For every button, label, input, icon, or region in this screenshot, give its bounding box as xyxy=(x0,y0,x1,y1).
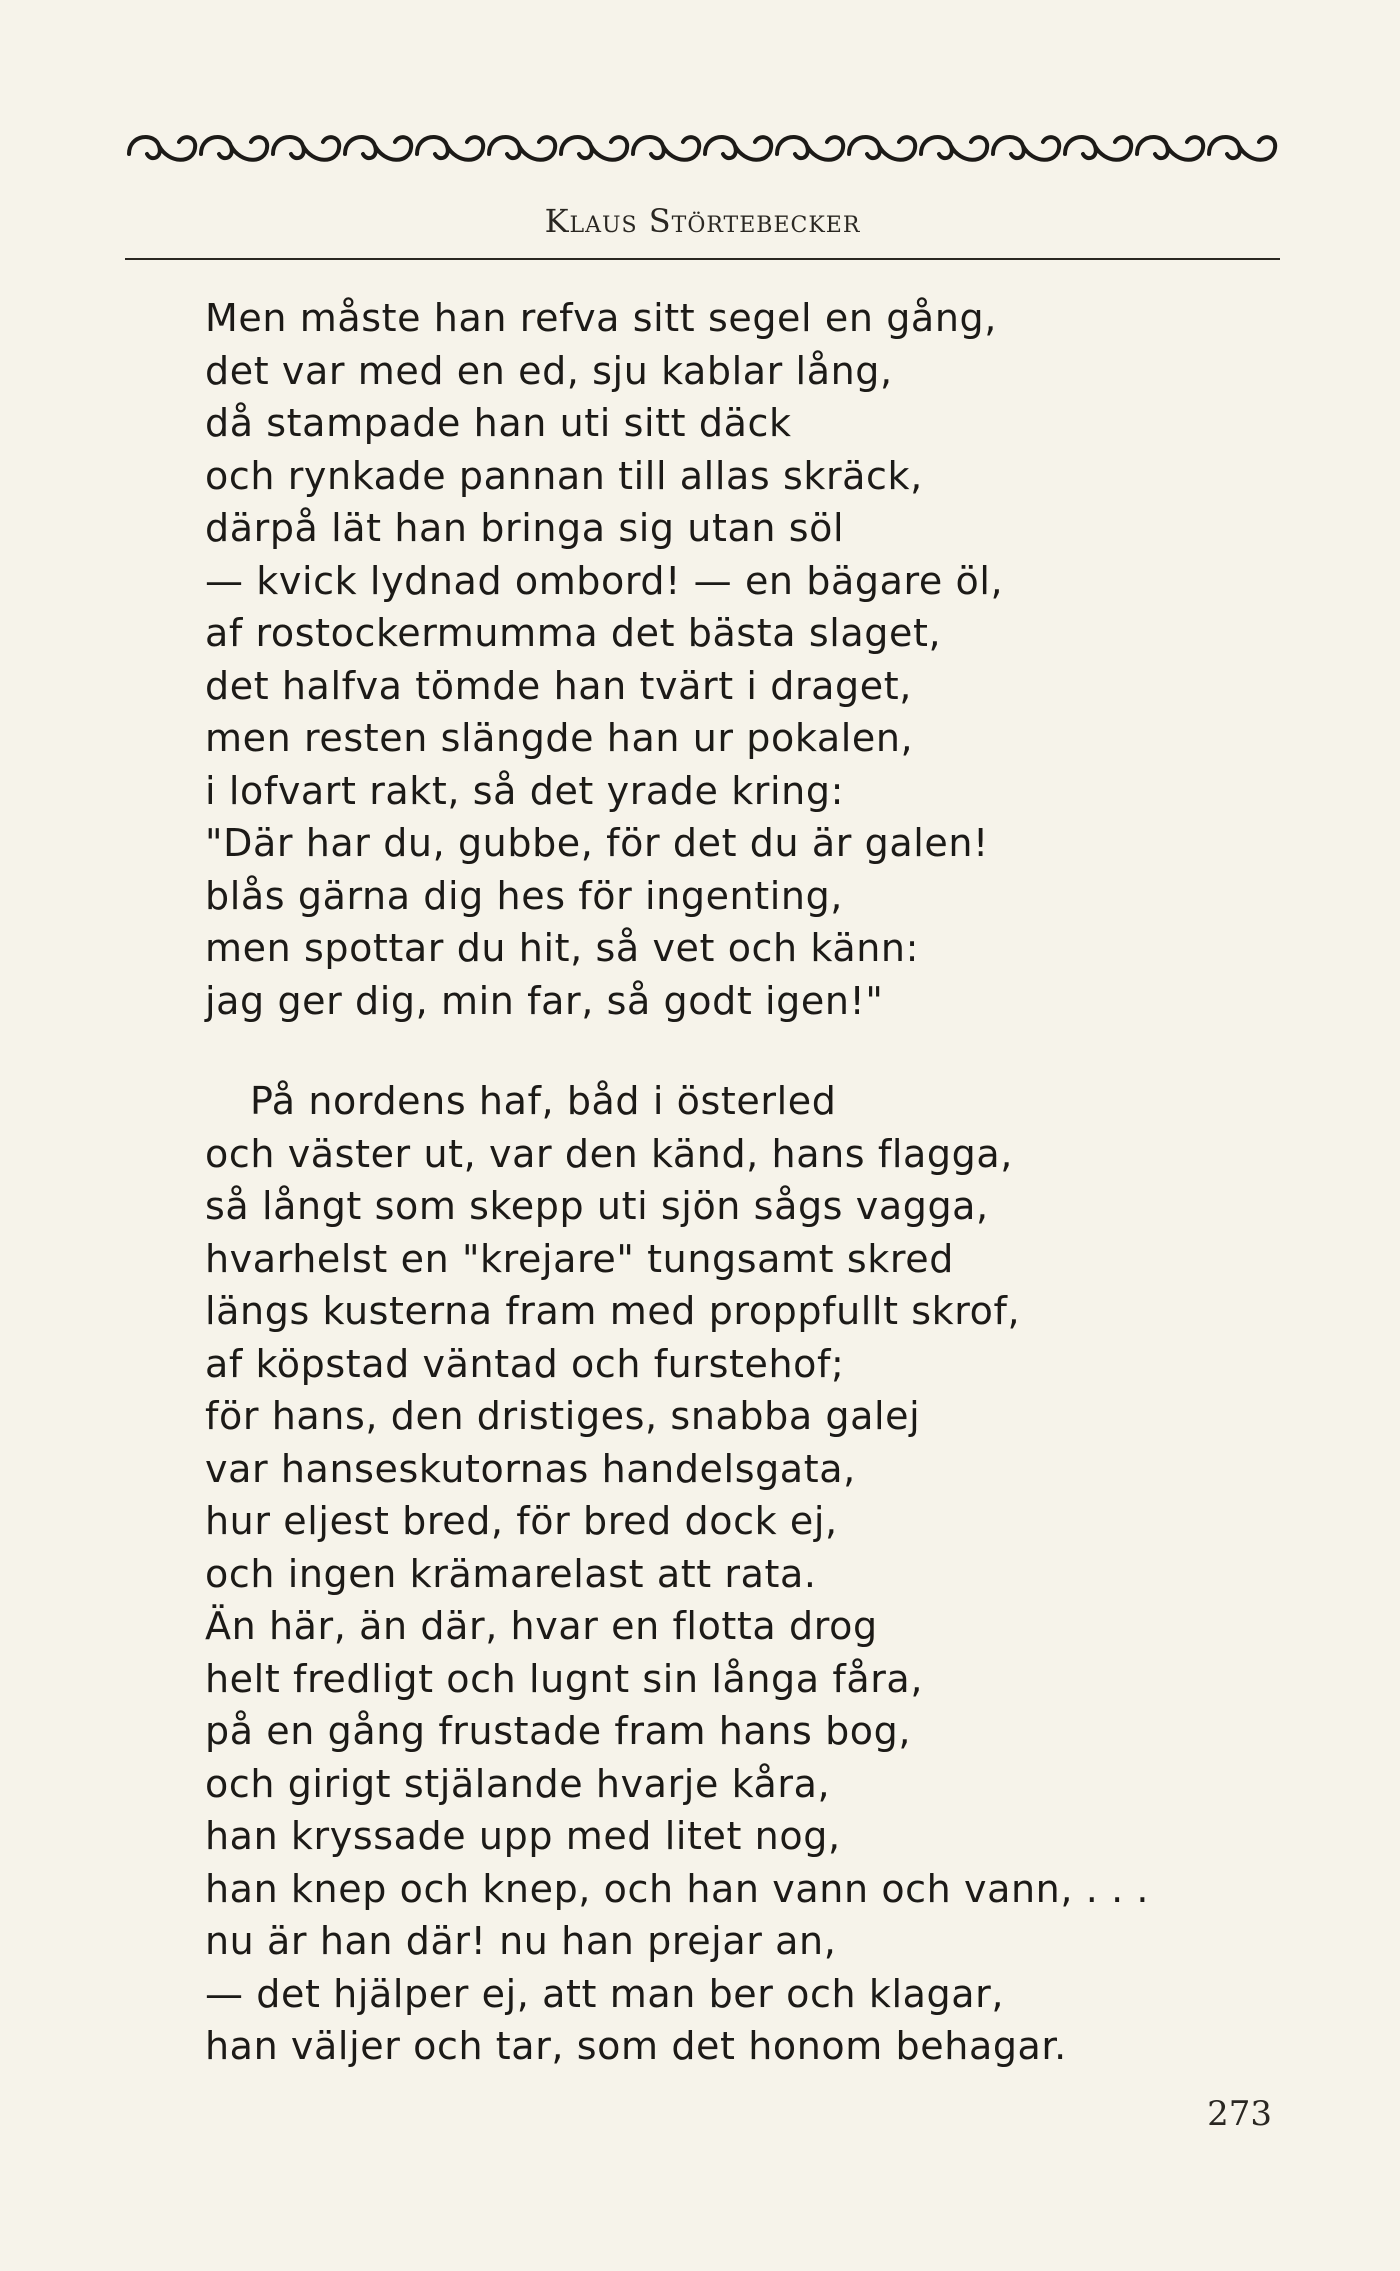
verse-line: var hanseskutornas handelsgata, xyxy=(205,1446,856,1491)
verse-line: Än här, än där, hvar en flotta drog xyxy=(205,1604,878,1648)
verse-line: — kvick lydnad ombord! — en bägare öl, xyxy=(205,558,1004,603)
verse-line: "Där har du, gubbe, för det du är galen! xyxy=(205,821,989,865)
verse-line: och ingen krämarelast att rata. xyxy=(205,1551,817,1596)
verse-line: af köpstad väntad och furstehof; xyxy=(205,1341,845,1386)
verse-line: på en gång frustade fram hans bog, xyxy=(205,1709,912,1753)
verse-line: hur eljest bred, för bred dock ej, xyxy=(205,1499,838,1543)
ornament-scroll xyxy=(1137,137,1203,160)
verse-line: för hans, den dristiges, snabba galej xyxy=(205,1394,921,1438)
ornament-scroll xyxy=(489,137,555,160)
verse-line: då stampade han uti sitt däck xyxy=(205,401,792,445)
ornament-scroll xyxy=(1065,137,1131,160)
verse-line: På nordens haf, båd i österled xyxy=(250,1079,837,1123)
ornament-scroll xyxy=(633,137,699,160)
ornament-scroll xyxy=(561,137,627,160)
verse-line: och väster ut, var den känd, hans flagga, xyxy=(205,1131,1013,1176)
ornament-scroll xyxy=(273,137,339,160)
verse-line: hvarhelst en "krejare" tungsamt skred xyxy=(205,1236,954,1281)
verse-line: jag ger dig, min far, så godt igen!" xyxy=(205,978,884,1023)
verse-line: helt fredligt och lugnt sin långa fåra, xyxy=(205,1656,923,1701)
verse-line: af rostockermumma det bästa slaget, xyxy=(205,611,942,655)
verse-line: blås gärna dig hes för ingenting, xyxy=(205,873,843,918)
ornament-scroll xyxy=(345,137,411,160)
decorative-border-ornament xyxy=(125,124,1280,172)
verse-line: nu är han där! nu han prejar an, xyxy=(205,1919,837,1963)
ornament-scroll xyxy=(417,137,483,160)
verse-line: Men måste han refva sitt segel en gång, xyxy=(205,296,997,340)
ornament-scroll xyxy=(129,137,195,160)
ornament-scroll xyxy=(921,137,987,160)
verse-line: därpå lät han bringa sig utan söl xyxy=(205,506,845,550)
running-title: Klaus Störtebecker xyxy=(544,202,861,240)
stanza-1 xyxy=(205,292,1305,1027)
ornament-scroll xyxy=(705,137,771,160)
verse-line: men spottar du hit, så vet och känn: xyxy=(205,926,920,970)
verse-line: han väljer och tar, som det honom behagar. xyxy=(205,2024,1067,2068)
verse-line: så långt som skepp uti sjön sågs vagga, xyxy=(205,1184,989,1228)
ornament-scroll xyxy=(777,137,843,160)
verse-line: längs kusterna fram med proppfullt skrof, xyxy=(205,1289,1021,1333)
verse-line: och girigt stjälande hvarje kåra, xyxy=(205,1761,831,1806)
stanza-2 xyxy=(205,1075,1305,2073)
verse-line: — det hjälper ej, att man ber och klagar, xyxy=(205,1971,1005,2016)
verse-line: det halfva tömde han tvärt i draget, xyxy=(205,663,912,708)
header-rule xyxy=(125,258,1280,260)
verse-line: han knep och knep, och han vann och vann, . . . xyxy=(205,1866,1150,1911)
ornament-scroll xyxy=(849,137,915,160)
page-number: 273 xyxy=(1207,2094,1272,2134)
verse-line: han kryssade upp med litet nog, xyxy=(205,1814,841,1858)
ornament-scroll xyxy=(1209,137,1275,160)
verse-line: och rynkade pannan till allas skräck, xyxy=(205,453,923,498)
verse-line: i lofvart rakt, så det yrade kring: xyxy=(205,768,844,813)
ornament-scroll xyxy=(993,137,1059,160)
verse-line: det var med en ed, sju kablar lång, xyxy=(205,348,893,393)
ornament-scroll xyxy=(201,137,267,160)
verse-line: men resten slängde han ur pokalen, xyxy=(205,716,914,760)
